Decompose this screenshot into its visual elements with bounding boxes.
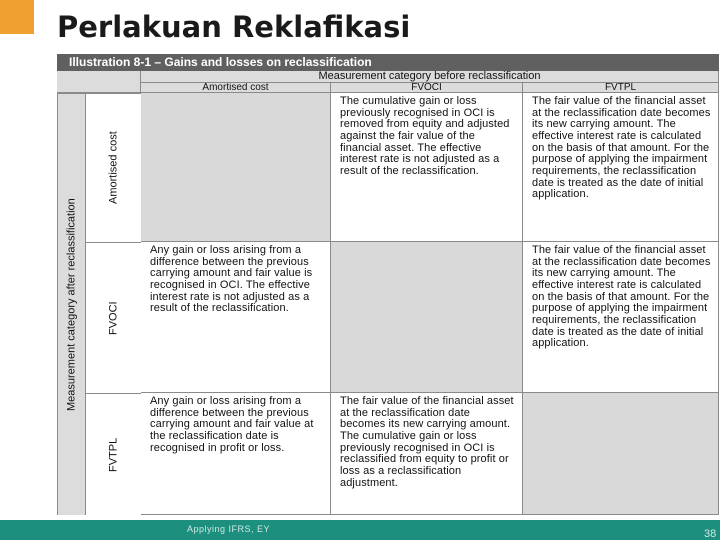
illustration-table xyxy=(57,54,719,515)
row-header-amortised-cost: Amortised cost xyxy=(85,93,141,242)
after-header: Measurement category after reclassification xyxy=(57,93,85,515)
column-header-fvtpl: FVTPL xyxy=(523,83,719,93)
illustration-heading: Illustration 8-1 – Gains and losses on reclassification xyxy=(57,54,719,71)
cell-blank xyxy=(523,393,719,515)
corner-cell xyxy=(57,71,141,93)
row-header-fvtpl: FVTPL xyxy=(85,393,141,515)
cell-fvoci-from-amortised: Any gain or loss arising from a difference between the previous carrying amount and fair value is recognised in OCI. The effective interest rate is not adjusted as a result of the reclassification. xyxy=(141,242,331,393)
cell-fvoci-from-fvtpl: The fair value of the financial asset at the reclassification date becomes its new carrying amount. The effective interest rate is calculated on the basis of that amount. For the purpose of applying the impairment requirements, the reclassification date is treated as the date of initial application. xyxy=(523,242,719,393)
slide-title: Perlakuan Reklafikasi xyxy=(57,10,411,44)
column-header-amortised-cost: Amortised cost xyxy=(141,83,331,93)
footer-bar xyxy=(0,520,720,540)
footer-text: Applying IFRS, EY xyxy=(187,524,271,534)
cell-blank xyxy=(331,242,523,393)
row-header-fvoci: FVOCI xyxy=(85,242,141,393)
page-number: 38 xyxy=(704,528,717,540)
accent-square xyxy=(0,0,34,34)
column-header-fvoci: FVOCI xyxy=(331,83,523,93)
cell-amortised-from-fvtpl: The fair value of the financial asset at the reclassification date becomes its new carrying amount. The effective interest rate is calculated on the basis of that amount. For the purpose of applying the impairment requirements, the reclassification date is treated as the date of initial application. xyxy=(523,93,719,242)
cell-fvtpl-from-amortised: Any gain or loss arising from a difference between the previous carrying amount and fair value at the reclassification date is recognised in profit or loss. xyxy=(141,393,331,515)
cell-amortised-from-fvoci: The cumulative gain or loss previously recognised in OCI is removed from equity and adjusted against the fair value of the financial asset. The effective interest rate is not adjusted as a result of the reclassification. xyxy=(331,93,523,242)
before-header: Measurement category before reclassification xyxy=(141,71,719,83)
cell-fvtpl-from-fvoci: The fair value of the financial asset at the reclassification date becomes its new carrying amount. The cumulative gain or loss previously recognised in OCI is reclassified from equity to profit or loss as a reclassification adjustment. xyxy=(331,393,523,515)
reclassification-grid xyxy=(57,71,719,515)
cell-blank xyxy=(141,93,331,242)
